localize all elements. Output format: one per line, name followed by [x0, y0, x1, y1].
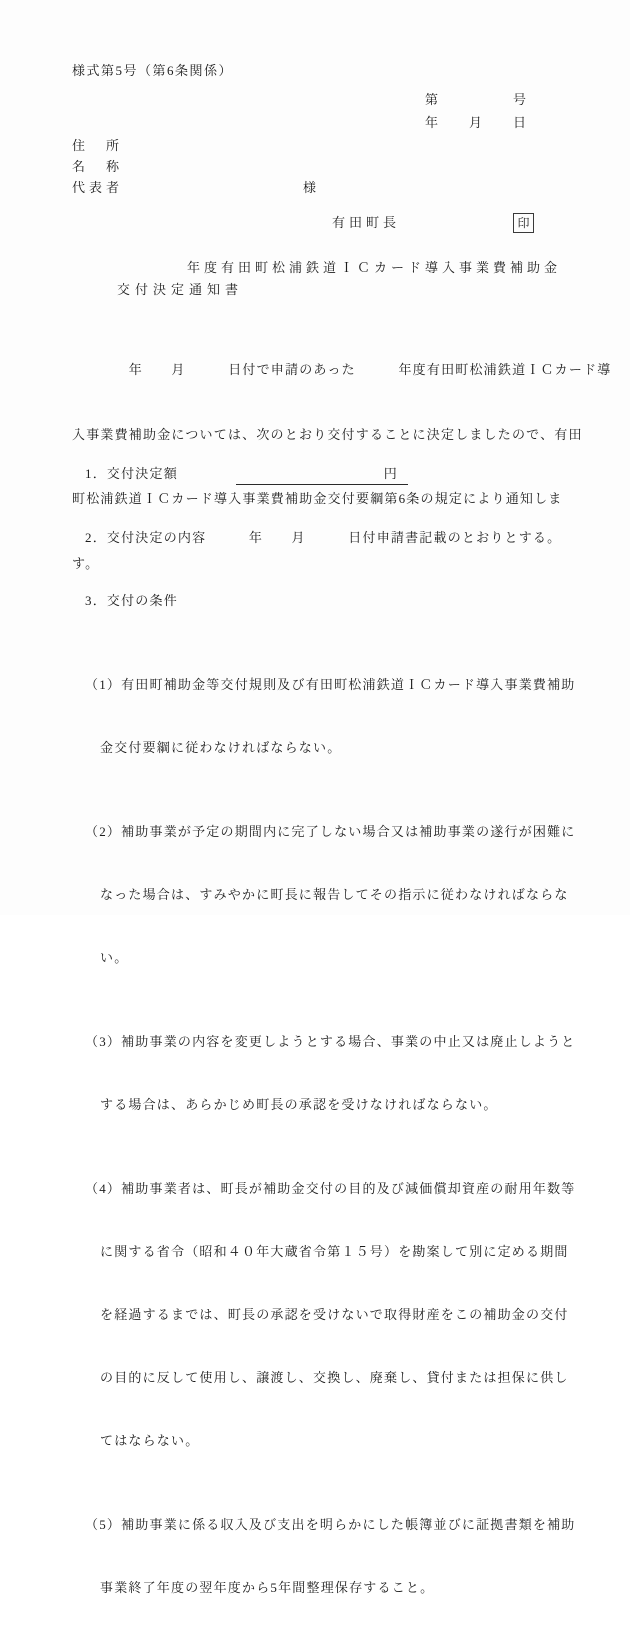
name-label: 名 称	[72, 159, 124, 174]
address-label: 住 所	[72, 138, 124, 153]
grant-amount-row	[85, 463, 600, 485]
yen-unit-label: 円	[383, 466, 398, 481]
seal-box: 印	[513, 213, 534, 233]
issue-date-line	[425, 112, 526, 133]
doc-number-suffix: 号	[512, 92, 526, 107]
body-line: 年 月 日付で申請のあった 年度有田町松浦鉄道ＩＣカード導	[72, 362, 612, 377]
year-label: 年	[425, 115, 439, 130]
honorific-label: 様	[303, 180, 317, 195]
condition-line: なった場合は、すみやかに町長に報告してその指示に従わなければならな	[100, 887, 569, 902]
condition-line: に関する省令（昭和４０年大蔵省令第１５号）を勘案して別に定める期間	[100, 1244, 569, 1259]
condition-line: てはならない。	[100, 1433, 200, 1448]
condition-line: を経過するまでは、町長の承認を受けないで取得財産をこの補助金の交付	[100, 1307, 569, 1322]
body-line: 町松浦鉄道ＩＣカード導入事業費補助金交付要綱第6条の規定により通知しま	[72, 491, 563, 506]
condition-line: の目的に反して使用し、譲渡し、交換し、廃棄し、貸付または担保に供し	[100, 1370, 569, 1385]
condition-line: い。	[100, 950, 129, 965]
document-title-line1: 年度有田町松浦鉄道ＩＣカード導入事業費補助金	[187, 260, 562, 275]
body-line: す。	[72, 555, 100, 571]
decision-content-row: 2．交付決定の内容 年 月 日付申請書記載のとおりとする。	[85, 530, 562, 545]
condition-line: （2）補助事業が予定の期間内に完了しない場合又は補助事業の遂行が困難に	[85, 824, 576, 839]
conditions-heading: 3．交付の条件	[85, 593, 178, 608]
decision-items	[85, 421, 600, 1640]
condition-line: 事業終了年度の翌年度から5年間整理保存すること。	[100, 1580, 435, 1595]
day-label: 日	[512, 115, 526, 130]
body-line: 入事業費補助金については、次のとおり交付することに決定しましたので、有田	[72, 426, 583, 442]
month-label: 月	[468, 115, 482, 130]
condition-line: （4）補助事業者は、町長が補助金交付の目的及び減価償却資産の耐用年数等	[85, 1181, 576, 1196]
condition-line: （3）補助事業の内容を変更しようとする場合、事業の中止又は廃止しようと	[85, 1034, 576, 1049]
representative-label: 代表者	[72, 180, 124, 195]
document-title-line2: 交付決定通知書	[117, 281, 244, 297]
condition-line: （5）補助事業に係る収入及び支出を明らかにした帳簿並びに証拠書類を補助	[85, 1517, 576, 1532]
condition-line: する場合は、あらかじめ町長の承認を受けなければならない。	[100, 1097, 498, 1112]
condition-line: 金交付要綱に従わなければならない。	[100, 740, 342, 755]
grant-amount-blank	[236, 463, 408, 485]
condition-line: （1）有田町補助金等交付規則及び有田町松浦鉄道ＩＣカード導入事業費補助	[85, 677, 576, 692]
mayor-title: 有田町長	[332, 215, 401, 230]
form-number: 様式第5号（第6条関係）	[72, 63, 234, 78]
document-number-line	[425, 89, 526, 110]
doc-number-prefix: 第	[425, 92, 439, 107]
grant-amount-label: 1．交付決定額	[85, 466, 178, 481]
